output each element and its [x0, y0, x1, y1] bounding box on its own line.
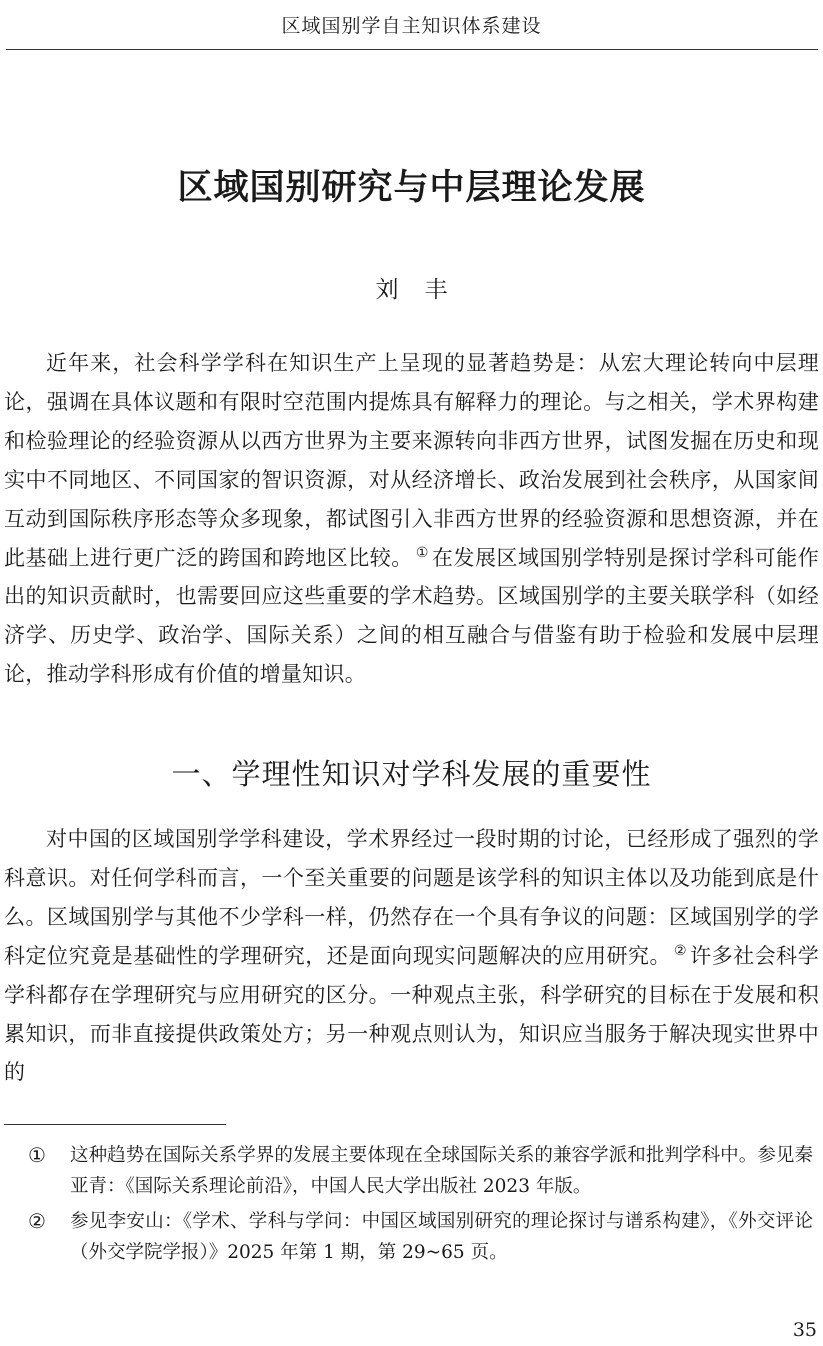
footnotes	[0, 1140, 823, 1272]
footnote-2-mark: ②	[28, 1209, 46, 1233]
footnote-1-text: 这种趋势在国际关系学界的发展主要体现在全球国际关系的兼容学派和批判学科中。参见秦亚青：《国际关系理论前沿》，中国人民大学出版社 2023 年版。	[70, 1145, 813, 1197]
intro-text-a: 近年来，社会科学学科在知识生产上呈现的显著趋势是：从宏大理论转向中层理论，强调在具体议题和有限时空范围内提炼具有解释力的理论。与之相关，学术界构建和检验理论的经验资源从以西方世界为主要来源转向非西方世界，试图发掘在历史和现实中不同地区、不同国家的智识资源，对从经济增长、政治发展到社会秩序，从国家间互动到国际秩序形态等众多现象，都试图引入非西方世界的经验资源和思想资源，并在此基础上进行更广泛的跨国和跨地区比较。	[4, 351, 819, 570]
header-rule	[6, 49, 818, 50]
footnote-1-mark: ①	[28, 1143, 46, 1167]
footnote-ref-1[interactable]: ①	[415, 544, 429, 561]
section-heading-1: 一、学理性知识对学科发展的重要性	[171, 757, 652, 791]
running-head: 区域国别学自主知识体系建设	[281, 15, 542, 37]
section-1-paragraph	[4, 820, 819, 1092]
footnote-rule	[4, 1124, 226, 1125]
footnote-2-text: 参见李安山：《学术、学科与学问：中国区域国别研究的理论探讨与谱系构建》，《外交评论（外交学院学报）》2025 年第 1 期，第 29~65 页。	[70, 1211, 813, 1263]
footnote-ref-2[interactable]: ②	[674, 942, 688, 959]
intro-paragraph	[4, 344, 819, 694]
page-number: 35	[792, 1319, 817, 1341]
footnote-2	[0, 1206, 823, 1268]
article-title: 区域国别研究与中层理论发展	[177, 168, 646, 208]
author-name: 刘丰	[375, 277, 474, 303]
section-1-text-a: 对中国的区域国别学学科建设，学术界经过一段时期的讨论，已经形成了强烈的学科意识。对任何学科而言，一个至关重要的问题是该学科的知识主体以及功能到底是什么。区域国别学与其他不少学科一样，仍然存在一个具有争议的问题：区域国别学的学科定位究竟是基础性的学理研究，还是面向现实问题解决的应用研究。	[4, 827, 819, 968]
footnote-1	[0, 1140, 823, 1202]
intro-text-b: 在发展区域国别学特别是探讨学科可能作出的知识贡献时，也需要回应这些重要的学术趋势。区域国别学的主要关联学科（如经济学、历史学、政治学、国际关系）之间的相互融合与借鉴有助于检验和发展中层理论，推动学科形成有价值的增量知识。	[4, 545, 819, 687]
section-1-text-b: 许多社会科学学科都存在学理研究与应用研究的区分。一种观点主张，科学研究的目标在于发展和积累知识，而非直接提供政策处方；另一种观点则认为，知识应当服务于解决现实世界中的	[4, 943, 819, 1085]
